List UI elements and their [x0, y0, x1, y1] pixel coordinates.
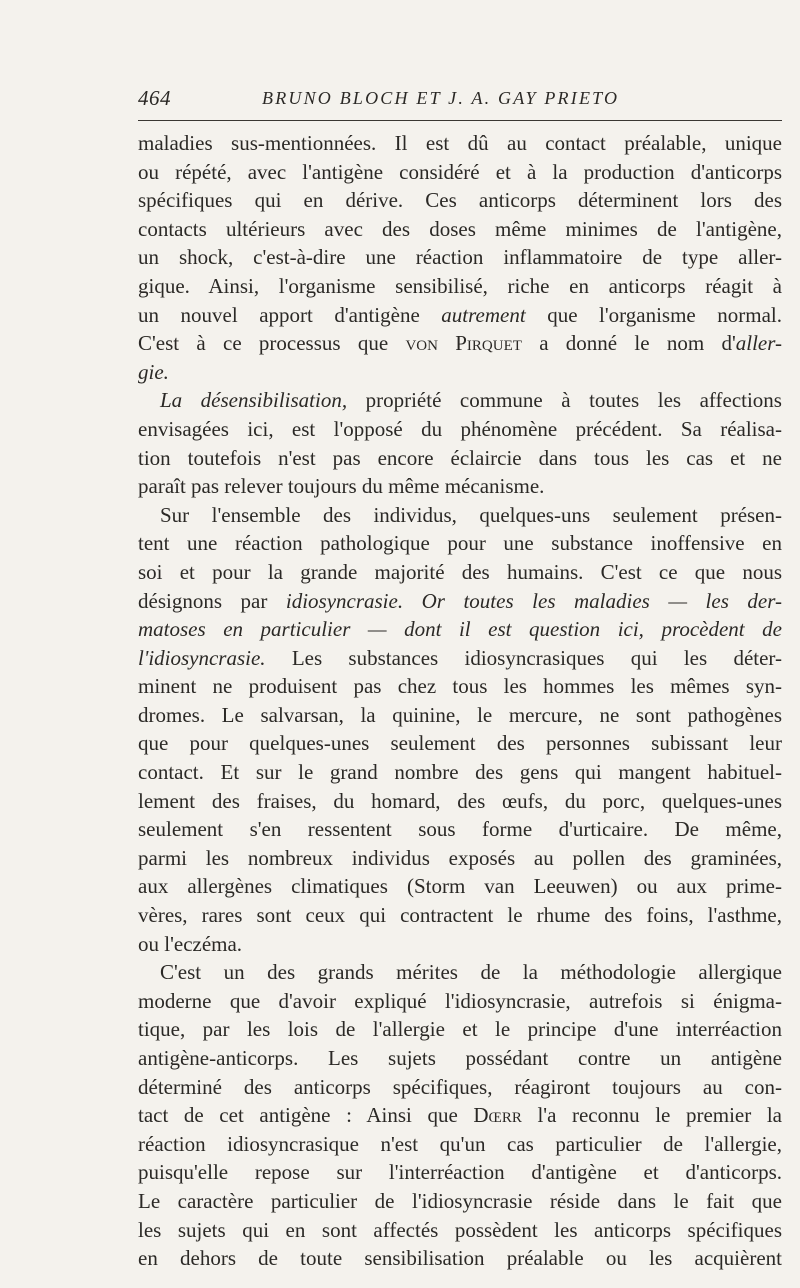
text-line: antigène-anticorps. Les sujets possédant contre un antigène	[138, 1046, 782, 1070]
page-header	[138, 86, 782, 112]
header-rule	[138, 120, 782, 121]
text-line: gique. Ainsi, l'organisme sensibilisé, riche en anticorps réagit à	[138, 273, 782, 298]
text-line: tique, par les lois de l'allergie et le principe d'une interréaction	[138, 1017, 782, 1042]
emphasis: La désensibilisation,	[160, 388, 348, 413]
text-line: parmi les nombreux individus exposés au pollen des graminées,	[138, 845, 782, 870]
text-line: spécifiques qui en dérive. Ces anticorps déterminent lors des	[138, 188, 782, 213]
text-line: puisqu'elle repose sur l'interréaction d'antigène et d'anticorps.	[138, 1160, 782, 1185]
author-name: Dœrr	[473, 1103, 522, 1128]
text-line: en dehors de toute sensibilisation préalable ou les acquièrent	[138, 1246, 782, 1271]
text-line: ou répété, avec l'antigène considéré et à la production d'anticorps	[138, 159, 782, 184]
text-line: tion toutefois n'est pas encore éclaircie dans tous les cas et ne	[138, 445, 782, 470]
text-line: Le caractère particulier de l'idiosyncrasie réside dans le fait que	[138, 1188, 782, 1213]
running-head: BRUNO BLOCH ET J. A. GAY PRIETO	[262, 88, 620, 108]
text-segment: désignons par	[138, 588, 286, 613]
text-line: contact. Et sur le grand nombre des gens qui mangent habituel-	[138, 760, 782, 785]
text-segment: C'est à ce processus que	[138, 331, 406, 356]
text-line	[138, 1101, 782, 1130]
emphasis: idiosyncrasie. Or toutes les maladies — les der-	[285, 588, 782, 613]
body-text	[138, 129, 782, 1273]
text-line: moderne que d'avoir expliqué l'idiosyncrasie, autrefois si énigma-	[138, 988, 782, 1013]
text-line: gie.	[138, 359, 169, 384]
text-segment: tact de cet antigène : Ainsi que	[138, 1103, 474, 1128]
text-segment: Les substances idiosyncrasiques qui les déter-	[265, 645, 782, 670]
text-line: un shock, c'est-à-dire une réaction inflammatoire de type aller-	[138, 245, 782, 270]
emphasis: l'idiosyncrasie.	[138, 645, 266, 670]
text-segment: a donné le nom d'	[521, 331, 736, 356]
text-line	[138, 386, 782, 415]
text-line: réaction idiosyncrasique n'est qu'un cas particulier de l'allergie,	[138, 1131, 782, 1156]
text-line: C'est un des grands mérites de la méthodologie allergique	[160, 960, 782, 985]
text-line: que pour quelques-unes seulement des personnes subissant leur	[138, 731, 782, 756]
text-line: matoses en particulier — dont il est question ici, procèdent de	[138, 617, 782, 642]
text-line: minent ne produisent pas chez tous les hommes les mêmes syn-	[138, 674, 782, 699]
text-line: contacts ultérieurs avec des doses même minimes de l'antigène,	[138, 216, 782, 241]
text-segment: propriété commune à toutes les affections	[347, 388, 782, 413]
text-line: Sur l'ensemble des individus, quelques-uns seulement présen-	[160, 502, 782, 527]
text-line	[138, 329, 782, 358]
text-line: vères, rares sont ceux qui contractent le rhume des foins, l'asthme,	[138, 903, 782, 928]
text-line: les sujets qui en sont affectés possèdent les anticorps spécifiques	[138, 1217, 782, 1242]
text-line: envisagées ici, est l'opposé du phénomène précédent. Sa réalisa-	[138, 416, 782, 441]
emphasis: autrement	[441, 302, 526, 327]
text-segment: l'a reconnu le premier la	[521, 1103, 782, 1128]
text-line: paraît pas relever toujours du même mécanisme.	[138, 474, 545, 499]
text-segment: un nouvel apport d'antigène	[138, 302, 442, 327]
text-line	[138, 301, 782, 330]
text-line: ou l'eczéma.	[138, 931, 243, 956]
text-line: maladies sus-mentionnées. Il est dû au contact préalable, unique	[138, 131, 782, 155]
text-line: seulement s'en ressentent sous forme d'urticaire. De même,	[138, 817, 782, 842]
emphasis: aller-	[735, 331, 782, 356]
text-segment: que l'organisme normal.	[525, 302, 782, 327]
text-line	[138, 587, 782, 616]
text-line: dromes. Le salvarsan, la quinine, le mercure, ne sont pathogènes	[138, 702, 782, 727]
author-name: von Pirquet	[405, 331, 522, 356]
text-line: soi et pour la grande majorité des humains. C'est ce que nous	[138, 559, 782, 584]
text-line: lement des fraises, du homard, des œufs, du porc, quelques-unes	[138, 788, 782, 813]
text-line: déterminé des anticorps spécifiques, réagiront toujours au con-	[138, 1074, 782, 1099]
text-line: aux allergènes climatiques (Storm van Leeuwen) ou aux prime-	[138, 874, 782, 899]
text-line: tent une réaction pathologique pour une substance inoffensive en	[138, 531, 782, 556]
page-number: 464	[138, 86, 171, 110]
text-line	[138, 644, 782, 673]
